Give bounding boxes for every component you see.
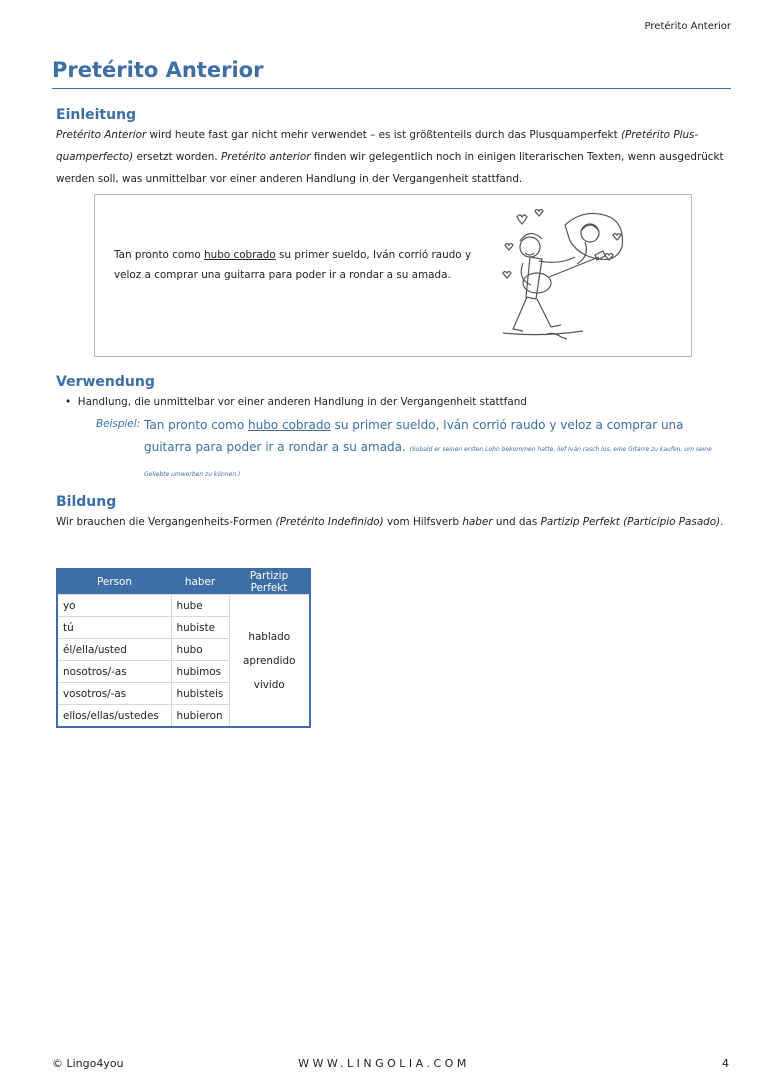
column-header-person: Person [57, 569, 171, 595]
usage-text: Handlung, die unmittelbar vor einer anderen Handlung in der Vergangenheit stattfand [77, 396, 527, 408]
page-title: Pretérito Anterior [52, 58, 731, 89]
table-header-row [57, 569, 310, 595]
haber-cell: hubiste [171, 617, 229, 639]
beispiel-sentence [144, 414, 734, 486]
participle-hablado: hablado [248, 630, 291, 643]
text: su primer sueldo, Iván corrió raudo y veloz a comprar una guitarra para poder ir a rondar a su amada. [144, 418, 684, 454]
haber-cell: hubo [171, 639, 229, 661]
table-row [57, 595, 310, 617]
person-cell: él/ella/usted [57, 639, 171, 661]
person-cell: tú [57, 617, 171, 639]
term-preterito-anterior: Pretérito Anterior [56, 129, 147, 141]
text: finden wir gelegentlich noch in einigen literarischen Texten, wenn ausgedrückt werden soll, was unmittelbar vor einer anderen Handlung in der Vergangenheit stattfand. [56, 151, 724, 185]
page-number: 4 [722, 1057, 729, 1070]
copyright: © Lingo4you [52, 1057, 124, 1070]
text: ersetzt worden. [133, 151, 221, 163]
translation: (Sobald er seinen ersten Lohn bekommen hatte, lief Iván rasch los, eine Gitarre zu kaufen, um seine Geliebte umwerben zu können.) [144, 446, 712, 478]
text: und das [492, 516, 541, 528]
example-sentence [114, 245, 484, 285]
text: vom Hilfsverb [383, 516, 463, 528]
term-partizip: Partizip Perfekt (Participio Pasado) [540, 516, 721, 528]
haber-cell: hube [171, 595, 229, 617]
participle-aprendido: aprendido [243, 654, 296, 667]
text: Tan pronto como [114, 249, 205, 261]
term-preterito-anterior-2: Pretérito anterior [221, 151, 311, 163]
usage-bullet: • Handlung, die unmittelbar vor einer anderen Handlung in der Vergangenheit stattfand [65, 396, 527, 408]
guitar-player-illustration [495, 205, 645, 350]
person-cell: vosotros/-as [57, 683, 171, 705]
haber-cell: hubieron [171, 705, 229, 728]
beispiel-label: Beispiel: [96, 418, 141, 430]
haber-cell: hubisteis [171, 683, 229, 705]
text: Tan pronto como [144, 418, 248, 432]
term-indefinido: (Pretérito Indefinido) [275, 516, 384, 528]
highlighted-verb: hubo cobrado [204, 249, 276, 261]
term-plusquamperfecto: (Pretérito Plusquamperfecto) [56, 129, 699, 163]
text: Wir brauchen die Vergangenheits-Formen [56, 516, 276, 528]
conjugation-table [56, 568, 311, 728]
text: su primer sueldo, Iván corrió raudo y veloz a comprar una guitarra para poder ir a rondar a su amada. [114, 249, 472, 281]
term-haber: haber [462, 516, 493, 528]
highlighted-verb: hubo cobrado [248, 418, 331, 432]
site-url: WWW.LINGOLIA.COM [298, 1057, 470, 1070]
einleitung-paragraph [56, 124, 731, 190]
heading-verwendung: Verwendung [56, 374, 155, 390]
text: wird heute fast gar nicht mehr verwendet – es ist größtenteils durch das Plusquamperfekt [146, 129, 621, 141]
person-cell: nosotros/-as [57, 661, 171, 683]
example-box [94, 194, 692, 357]
haber-cell: hubimos [171, 661, 229, 683]
participle-vivido: vivido [253, 678, 285, 691]
bildung-paragraph [56, 511, 731, 533]
heading-bildung: Bildung [56, 494, 117, 510]
column-header-haber: haber [171, 569, 229, 595]
person-cell: yo [57, 595, 171, 617]
running-header: Pretérito Anterior [644, 21, 731, 32]
heading-einleitung: Einleitung [56, 107, 137, 123]
text: . [720, 516, 724, 528]
column-header-partizip: Partizip Perfekt [229, 569, 310, 595]
participle-cell [229, 595, 310, 728]
person-cell: ellos/ellas/ustedes [57, 705, 171, 728]
